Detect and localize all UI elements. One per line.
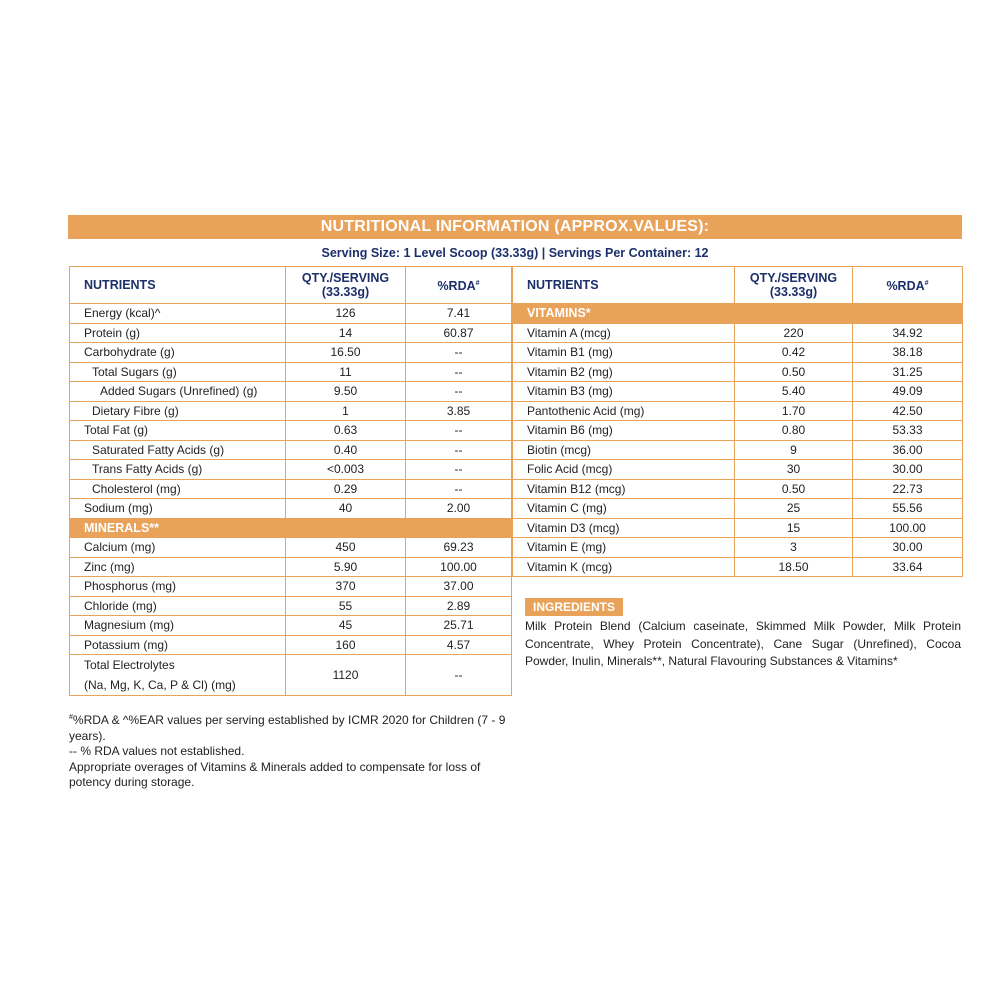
table-row: [513, 421, 963, 441]
rda-value: --: [406, 382, 512, 402]
qty-per-serving: 9: [735, 440, 853, 460]
rda-value: 49.09: [853, 382, 963, 402]
rda-value: 55.56: [853, 499, 963, 519]
table-row: [70, 421, 512, 441]
table-row: [513, 343, 963, 363]
rda-value: --: [406, 460, 512, 480]
table-row: [70, 557, 512, 577]
rda-value: 3.85: [406, 401, 512, 421]
table-row: [70, 382, 512, 402]
nutrient-name: Vitamin C (mg): [513, 499, 735, 519]
table-row: [70, 499, 512, 519]
table-header-row: [70, 267, 512, 304]
qty-per-serving: 14: [286, 323, 406, 343]
footnotes: [69, 710, 509, 791]
nutrient-name: Vitamin A (mcg): [513, 323, 735, 343]
qty-per-serving: <0.003: [286, 460, 406, 480]
table-row: [513, 401, 963, 421]
qty-per-serving: 0.50: [735, 362, 853, 382]
serving-size-info: Serving Size: 1 Level Scoop (33.33g) | Servings Per Container: 12: [321, 246, 709, 260]
rda-value: 100.00: [406, 557, 512, 577]
rda-value: 22.73: [853, 479, 963, 499]
nutrients-header: NUTRIENTS: [70, 267, 286, 304]
table-row: [70, 343, 512, 363]
rda-value: 30.00: [853, 538, 963, 558]
nutrient-name: Vitamin B12 (mcg): [513, 479, 735, 499]
qty-per-serving: 16.50: [286, 343, 406, 363]
footnote-rda: #%RDA & ^%EAR values per serving established by ICMR 2020 for Children (7 - 9 years).: [69, 713, 506, 743]
ingredients-label: INGREDIENTS: [525, 598, 623, 616]
qty-per-serving: 18.50: [735, 557, 853, 577]
rda-value: 37.00: [406, 577, 512, 597]
table-row: [513, 362, 963, 382]
rda-header: %RDA#: [406, 267, 512, 304]
nutrient-name: Pantothenic Acid (mg): [513, 401, 735, 421]
rda-value: --: [406, 362, 512, 382]
table-row: [70, 577, 512, 597]
rda-value: --: [406, 343, 512, 363]
rda-value: 36.00: [853, 440, 963, 460]
qty-header: QTY./SERVING (33.33g): [735, 267, 853, 304]
ingredients-text: Milk Protein Blend (Calcium caseinate, Skimmed Milk Powder, Milk Protein Concentrate, Whey Protein Concentrate), Cane Sugar (Unrefined), Cocoa Powder, Inulin, Minerals**, Natural Flavouring Substances & Vitamins*: [525, 619, 961, 668]
table-row: [70, 460, 512, 480]
nutrient-name: Energy (kcal)^: [70, 304, 286, 324]
table-row: [70, 304, 512, 324]
nutrient-name: Cholesterol (mg): [70, 479, 286, 499]
nutrients-header: NUTRIENTS: [513, 267, 735, 304]
table-row: [70, 401, 512, 421]
rda-header: %RDA#: [853, 267, 963, 304]
rda-value: 38.18: [853, 343, 963, 363]
nutrient-name: Protein (g): [70, 323, 286, 343]
table-row: [513, 323, 963, 343]
qty-per-serving: 0.29: [286, 479, 406, 499]
nutrient-name: Phosphorus (mg): [70, 577, 286, 597]
nutrient-name: Vitamin B2 (mg): [513, 362, 735, 382]
rda-value: 31.25: [853, 362, 963, 382]
qty-per-serving: 15: [735, 518, 853, 538]
table-row: [70, 479, 512, 499]
qty-per-serving: 160: [286, 635, 406, 655]
rda-value: 2.00: [406, 499, 512, 519]
table-row: [70, 655, 512, 696]
vitamins-table: [512, 266, 963, 577]
qty-per-serving: 3: [735, 538, 853, 558]
table-row: [70, 538, 512, 558]
rda-value: 100.00: [853, 518, 963, 538]
qty-per-serving: 11: [286, 362, 406, 382]
rda-value: 69.23: [406, 538, 512, 558]
table-row: [513, 382, 963, 402]
rda-value: 7.41: [406, 304, 512, 324]
qty-per-serving: 40: [286, 499, 406, 519]
table-row: [70, 635, 512, 655]
nutrient-name: Total Sugars (g): [70, 362, 286, 382]
nutrient-name: Vitamin K (mcg): [513, 557, 735, 577]
table-row: [513, 518, 963, 538]
rda-value: 60.87: [406, 323, 512, 343]
nutrient-name: Trans Fatty Acids (g): [70, 460, 286, 480]
qty-per-serving: 0.50: [735, 479, 853, 499]
qty-per-serving: 30: [735, 460, 853, 480]
qty-per-serving: 0.80: [735, 421, 853, 441]
rda-value: --: [406, 655, 512, 696]
qty-per-serving: 126: [286, 304, 406, 324]
nutrient-name: Vitamin E (mg): [513, 538, 735, 558]
table-row: [513, 499, 963, 519]
rda-value: 2.89: [406, 596, 512, 616]
qty-per-serving: 5.90: [286, 557, 406, 577]
nutrient-name: Vitamin B3 (mg): [513, 382, 735, 402]
nutrient-name: Total Electrolytes (Na, Mg, K, Ca, P & Cl) (mg): [70, 655, 286, 696]
qty-per-serving: 9.50: [286, 382, 406, 402]
footnote-not-established: -- % RDA values not established.: [69, 744, 245, 758]
nutrient-name: Dietary Fibre (g): [70, 401, 286, 421]
qty-per-serving: 45: [286, 616, 406, 636]
nutrient-name: Vitamin B1 (mg): [513, 343, 735, 363]
rda-value: 33.64: [853, 557, 963, 577]
nutrition-title: NUTRITIONAL INFORMATION (APPROX.VALUES):: [68, 215, 962, 239]
nutrient-name: Magnesium (mg): [70, 616, 286, 636]
qty-per-serving: 220: [735, 323, 853, 343]
nutrient-name: Calcium (mg): [70, 538, 286, 558]
rda-value: --: [406, 421, 512, 441]
qty-per-serving: 1.70: [735, 401, 853, 421]
nutrient-name: Chloride (mg): [70, 596, 286, 616]
nutrient-name: Folic Acid (mcg): [513, 460, 735, 480]
table-row: [513, 460, 963, 480]
qty-per-serving: 1120: [286, 655, 406, 696]
table-row: [70, 362, 512, 382]
rda-value: 25.71: [406, 616, 512, 636]
table-row: [513, 557, 963, 577]
nutrient-name: Zinc (mg): [70, 557, 286, 577]
nutrient-name: Sodium (mg): [70, 499, 286, 519]
nutrient-name: Carbohydrate (g): [70, 343, 286, 363]
table-row: [70, 596, 512, 616]
table-row: [70, 616, 512, 636]
qty-per-serving: 0.40: [286, 440, 406, 460]
nutrient-name: Saturated Fatty Acids (g): [70, 440, 286, 460]
nutrients-table: [69, 266, 512, 696]
nutrient-name: Added Sugars (Unrefined) (g): [70, 382, 286, 402]
table-row: [70, 440, 512, 460]
table-row: [513, 538, 963, 558]
nutrient-name: Total Fat (g): [70, 421, 286, 441]
vitamins-section-label: VITAMINS*: [513, 304, 963, 324]
rda-value: --: [406, 479, 512, 499]
minerals-section-label: MINERALS**: [70, 518, 512, 538]
qty-per-serving: 450: [286, 538, 406, 558]
rda-value: 42.50: [853, 401, 963, 421]
qty-per-serving: 55: [286, 596, 406, 616]
rda-value: --: [406, 440, 512, 460]
minerals-section: [70, 518, 512, 538]
qty-per-serving: 0.42: [735, 343, 853, 363]
table-header-row: [513, 267, 963, 304]
table-row: [513, 440, 963, 460]
nutrient-name: Biotin (mcg): [513, 440, 735, 460]
nutrient-name: Potassium (mg): [70, 635, 286, 655]
qty-per-serving: 370: [286, 577, 406, 597]
rda-value: 4.57: [406, 635, 512, 655]
qty-per-serving: 25: [735, 499, 853, 519]
rda-value: 34.92: [853, 323, 963, 343]
nutrient-name: Vitamin B6 (mg): [513, 421, 735, 441]
vitamins-section: [513, 304, 963, 324]
table-row: [513, 479, 963, 499]
rda-value: 53.33: [853, 421, 963, 441]
qty-per-serving: 0.63: [286, 421, 406, 441]
nutrient-name: Vitamin D3 (mcg): [513, 518, 735, 538]
qty-per-serving: 1: [286, 401, 406, 421]
qty-per-serving: 5.40: [735, 382, 853, 402]
table-row: [70, 323, 512, 343]
rda-value: 30.00: [853, 460, 963, 480]
footnote-overages: Appropriate overages of Vitamins & Minerals added to compensate for loss of potency during storage.: [69, 759, 481, 789]
qty-header: QTY./SERVING (33.33g): [286, 267, 406, 304]
